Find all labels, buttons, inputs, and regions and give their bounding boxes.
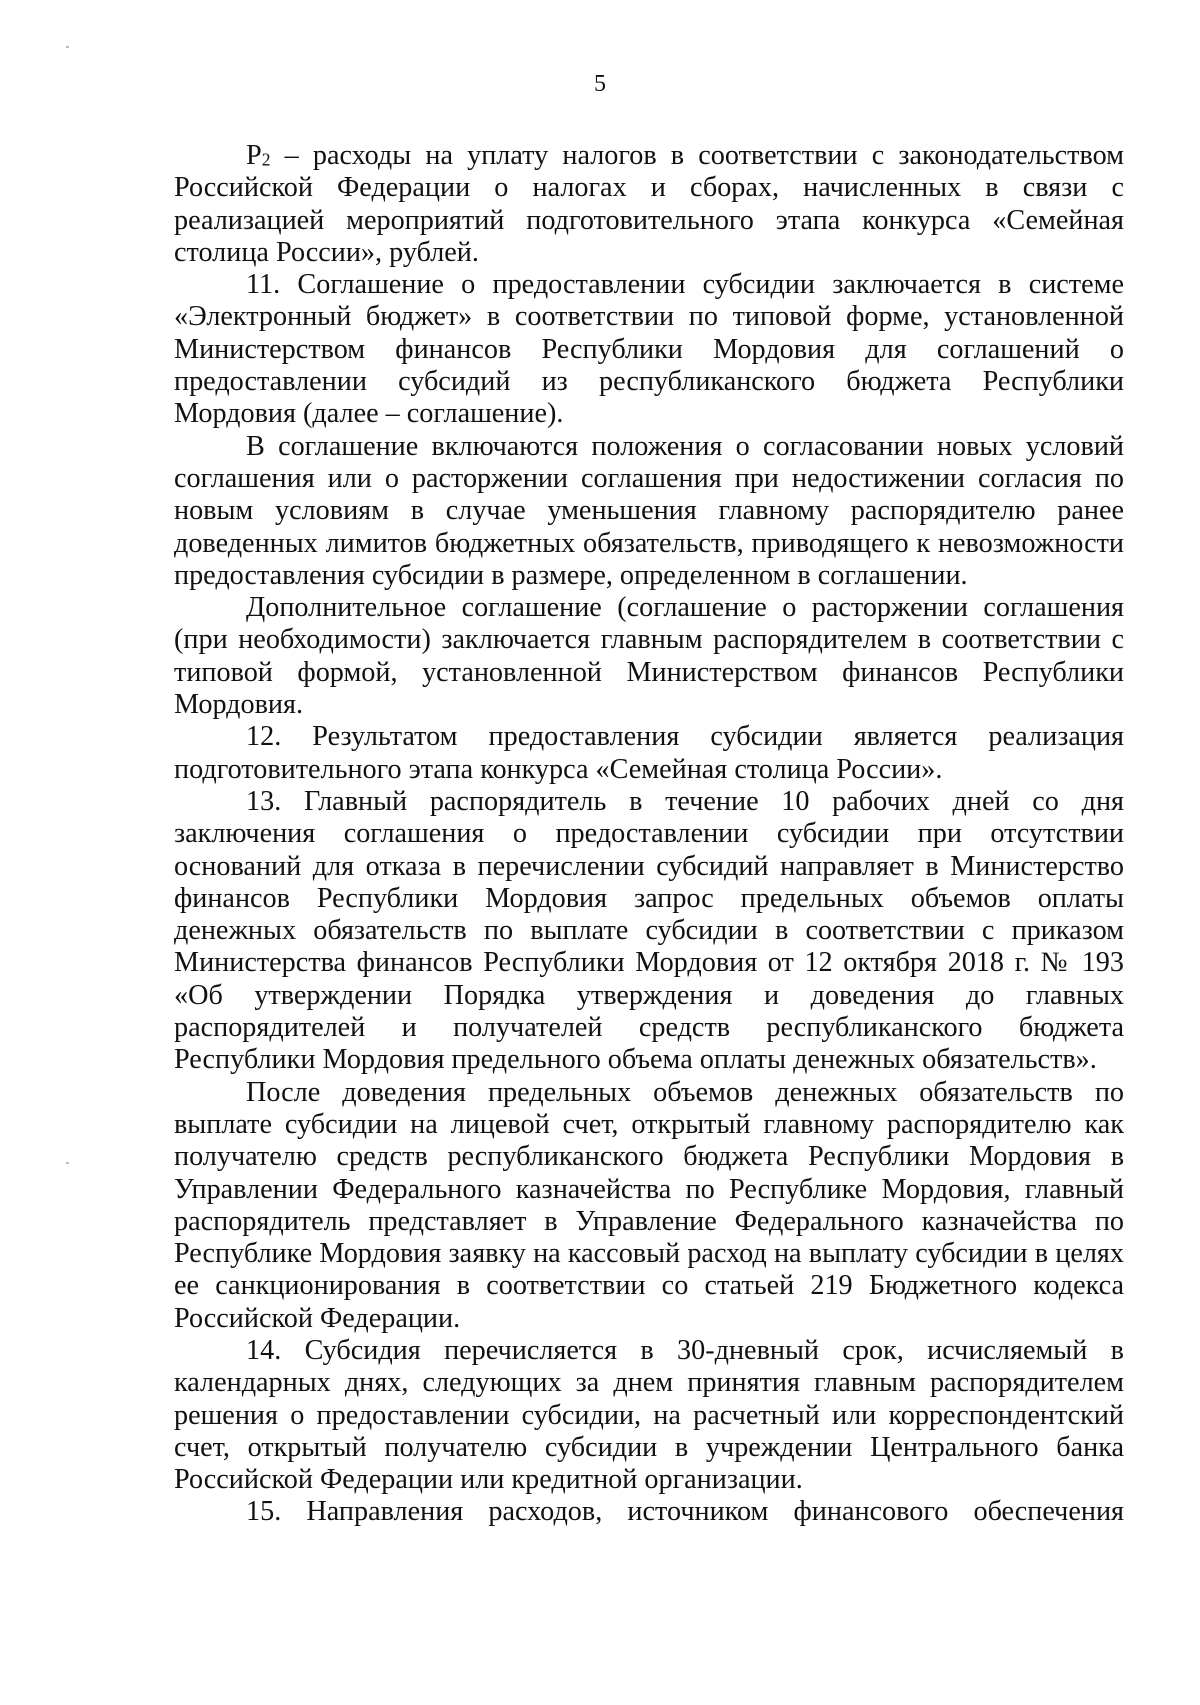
- paragraph-payment-limits: После доведения предельных объемов денежных обязательств по выплате субсидии на лицевой счет, открытый главному распорядителю как получателю средств республиканского бюджета Республики Мордовия в Управлении Федерального казначейства по Республике Мордовия, главный распорядитель представляет в Управление Федерального казначейства по Республике Мордовия заявку на кассовый расход на выплату субсидии в целях ее санкционирования в соответствии со статьей 219 Бюджетного кодекса Российской Федерации.: [174, 1076, 1124, 1334]
- paragraph-additional-agreement: Дополнительное соглашение (соглашение о расторжении соглашения (при необходимости) заключается главным распорядителем в соответствии с типовой формой, установленной Министерством финансов Республики Мордовия.: [174, 592, 1124, 721]
- paragraph-clause-14: 14. Субсидия перечисляется в 30-дневный срок, исчисляемый в календарных днях, следующих за днем принятия главным распорядителем решения о предоставлении субсидии, на расчетный или корреспондентский счет, открытый получателю субсидии в учреждении Центрального банка Российской Федерации или кредитной организации.: [174, 1334, 1124, 1496]
- paragraph-clause-15: 15. Направления расходов, источником финансового обеспечения: [246, 1496, 1124, 1528]
- formula-symbol: P: [246, 140, 262, 171]
- paragraph-p2-expenses: [174, 140, 1124, 269]
- formula-subscript: 2: [261, 149, 271, 170]
- paragraph-clause-13: 13. Главный распорядитель в течение 10 рабочих дней со дня заключения соглашения о предоставлении субсидии при отсутствии оснований для отказа в перечислении субсидий направляет в Министерство финансов Республики Мордовия запрос предельных объемов оплаты денежных обязательств по выплате субсидии в соответствии с приказом Министерства финансов Республики Мордовия от 12 октября 2018 г. № 193 «Об утверждении Порядка утверждения и доведения до главных распорядителей и получателей средств республиканского бюджета Республики Мордовия предельного объема оплаты денежных обязательств».: [174, 785, 1124, 1076]
- document-body: [174, 140, 1124, 1529]
- scan-speck: [66, 1162, 69, 1164]
- paragraph-agreement-terms: В соглашение включаются положения о согласовании новых условий соглашения или о расторжении соглашения при недостижении согласия по новым условиям в случае уменьшения главному распорядителю ранее доведенных лимитов бюджетных обязательств, приводящего к невозможности предоставления субсидии в размере, определенном в соглашении.: [174, 430, 1124, 591]
- paragraph-clause-11: 11. Соглашение о предоставлении субсидии заключается в системе «Электронный бюджет» в соответствии по типовой форме, установленной Министерством финансов Республики Мордовия для соглашений о предоставлении субсидий из республиканского бюджета Республики Мордовия (далее – соглашение).: [174, 269, 1124, 430]
- scan-speck: [66, 46, 69, 48]
- paragraph-text: – расходы на уплату налогов в соответствии с законодательством Российской Федерации о налогах и сборах, начисленных в связи с реализацией мероприятий подготовительного этапа конкурса «Семейная столица России», рублей.: [174, 140, 1124, 268]
- paragraph-clause-12: 12. Результатом предоставления субсидии является реализация подготовительного этапа конкурса «Семейная столица России».: [174, 721, 1124, 785]
- page-number: 5: [594, 71, 606, 97]
